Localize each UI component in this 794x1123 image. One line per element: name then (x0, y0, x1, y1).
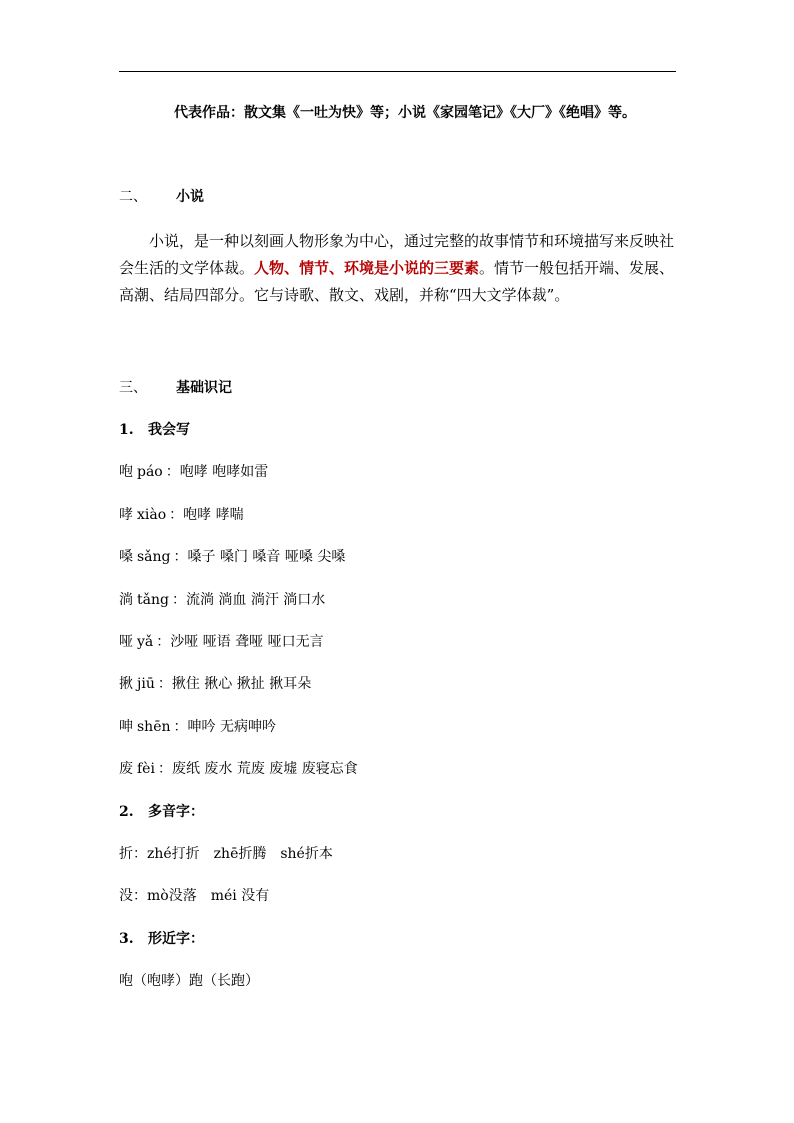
polyphone-item: 没：mò没落 méi 没有 (119, 888, 270, 904)
vocab-item: 呻 shēn ：呻吟 无病呻吟 (119, 719, 276, 735)
paragraph-highlight: 人物、情节、环境是小说的三要素 (254, 259, 480, 277)
section-2-heading (119, 188, 204, 206)
vocab-item: 哮 xiào ：咆哮 哮喘 (119, 507, 244, 523)
subsection-3-title: 形近字： (148, 931, 204, 947)
paragraph-text-1: 小说，是一种以刻画人物形象为中心，通过完整的故事情节和环境描写来反映社会生活的文学体裁。 (119, 232, 675, 277)
subsection-2-number: 2. (119, 804, 134, 820)
subsection-1-heading (119, 421, 190, 439)
subsection-2-heading (119, 803, 204, 821)
section-2-number: 二、 (119, 189, 147, 205)
similar-character-item: 咆（咆哮）跑（长跑） (119, 973, 259, 989)
subsection-1-title: 我会写 (148, 422, 190, 438)
subsection-2-title: 多音字： (148, 804, 204, 820)
section-3-number: 三、 (119, 380, 147, 396)
section-3-title: 基础识记 (176, 380, 232, 396)
novel-definition-paragraph (119, 228, 675, 309)
vocab-item: 哑 yǎ ：沙哑 哑语 聋哑 哑口无言 (119, 634, 324, 650)
vocab-item: 咆 páo ：咆哮 咆哮如雷 (119, 464, 269, 480)
subsection-1-number: 1. (119, 422, 134, 438)
section-3-heading (119, 379, 232, 397)
subsection-3-heading (119, 930, 204, 948)
section-2-title: 小说 (176, 189, 204, 205)
polyphone-item: 折：zhé打折 zhē折腾 shé折本 (119, 846, 333, 862)
header-rule (119, 71, 676, 72)
subsection-3-number: 3. (119, 931, 134, 947)
vocab-item: 嗓 sǎng ：嗓子 嗓门 嗓音 哑嗓 尖嗓 (119, 549, 346, 565)
vocab-item: 废 fèi ：废纸 废水 荒废 废墟 废寝忘食 (119, 761, 358, 777)
representative-works: 代表作品：散文集《一吐为快》等；小说《家园笔记》《大厂》《绝唱》等。 (174, 105, 636, 121)
vocab-item: 揪 jiū ：揪住 揪心 揪扯 揪耳朵 (119, 676, 312, 692)
vocab-item: 淌 tǎng ：流淌 淌血 淌汗 淌口水 (119, 592, 326, 608)
paragraph-text-2: 。情节一般包括开端、发展、高潮、结局四部分。它与诗歌、散文、戏剧，并称“四大文学体裁”。 (119, 259, 675, 304)
